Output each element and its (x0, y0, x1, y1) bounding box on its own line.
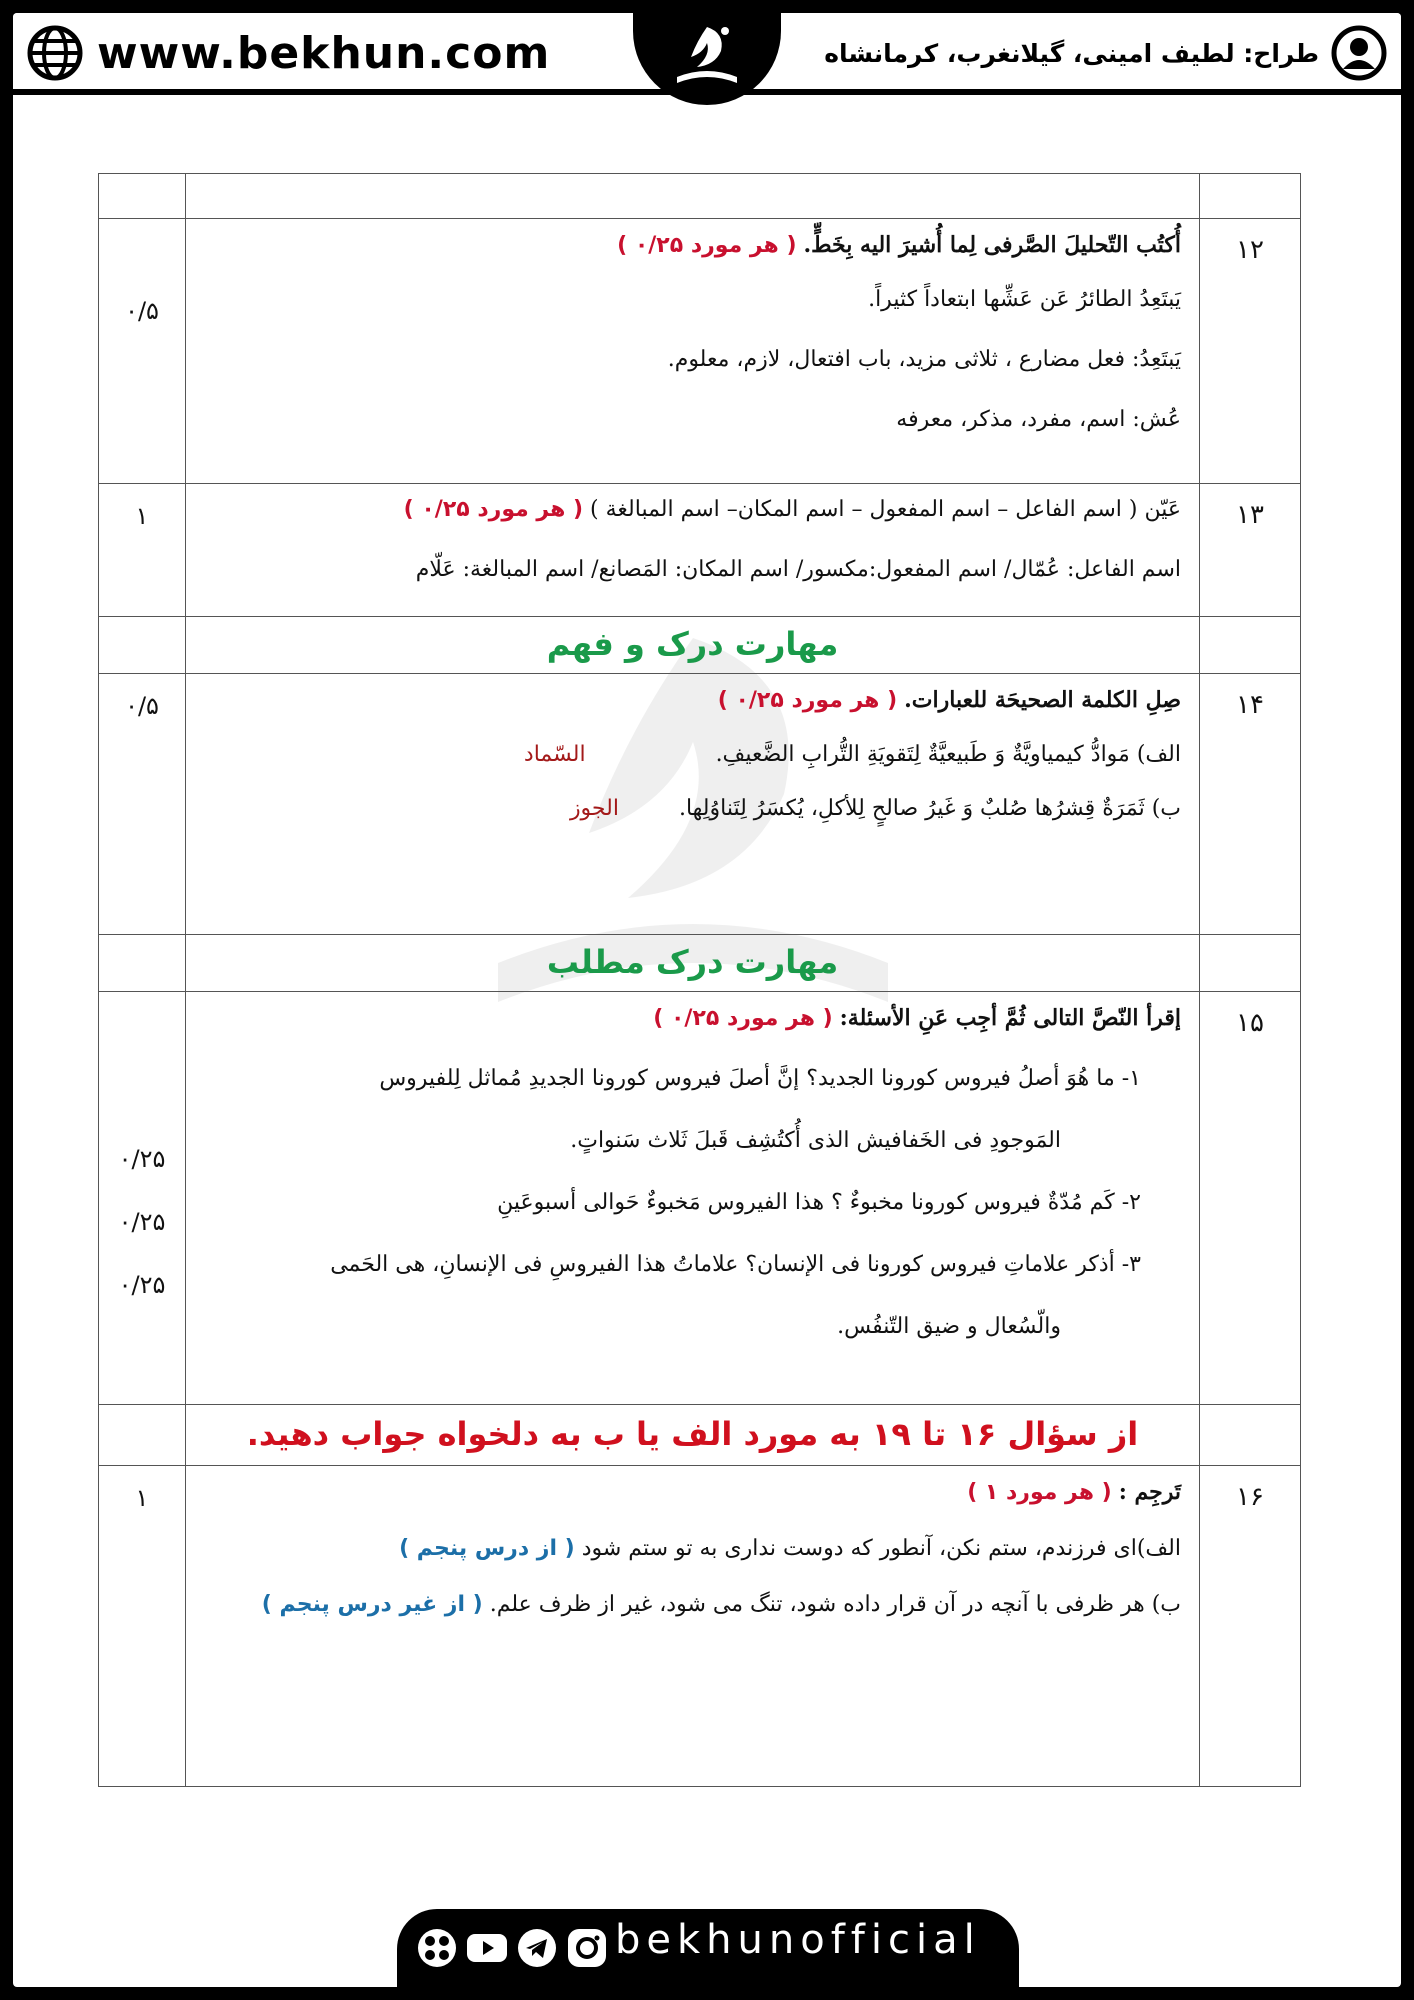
question-number: ۱۵ (1200, 992, 1301, 1405)
globe-icon (27, 25, 83, 81)
instagram-icon[interactable] (565, 1926, 609, 1970)
social-footer (397, 1909, 1019, 1987)
question-number: ۱۲ (1200, 219, 1301, 484)
q16-points: ( هر مورد ۱ ) (967, 1480, 1112, 1505)
q14-points: ( هر مورد ۰/۲۵ ) (717, 688, 898, 713)
note-row (99, 1405, 1301, 1466)
question-number: ۱۴ (1200, 674, 1301, 935)
section-row (99, 617, 1301, 674)
aparat-icon[interactable] (415, 1926, 459, 1970)
book-logo-icon (667, 17, 747, 97)
q14-answer-b: الجوز (569, 796, 619, 821)
question-number: ۱۳ (1200, 484, 1301, 617)
q13-points: ( هر مورد ۰/۲۵ ) (403, 497, 584, 522)
q15-points: ( هر مورد ۰/۲۵ ) (653, 1006, 833, 1031)
q12-answer-1: يَبتَعِدُ: فعل مضارع ، ثلاثی مزيد، باب افتعال، لازم، معلوم. (667, 347, 1181, 372)
q13-answer: اسم الفاعل: عُمّال/ اسم المفعول:مكسور/ اسم المكان: المَصانع/ اسم المبالغة: عَلّام (415, 557, 1181, 582)
q15-item-1a: ۱- ما هُوَ أصلُ فيروس كورونا الجديد؟ إنَّ أصلَ فيروس كورونا الجديدِ مُماثل لِلفيروس (379, 1066, 1141, 1091)
q16-item-b: ب) هر ظرفی با آنچه در آن قرار داده شود، تنگ می شود، غیر از ظرف علم. (489, 1592, 1181, 1617)
q16-prompt: تَرجِم : (1118, 1479, 1181, 1505)
question-score: ۰/۵ (99, 674, 186, 935)
designer-text: طراح: لطیف امینی، گیلانغرب، کرمانشاه (824, 38, 1319, 68)
q15-item-3b: والّسُعال و ضيق التّنفُس. (837, 1314, 1061, 1339)
q12-answer-2: عُش: اسم، مفرد، مذكر، معرفه (896, 407, 1181, 432)
q16-tag-a: ( از درس پنجم ) (399, 1536, 575, 1561)
question-score: ۰/۲۵ (118, 1208, 166, 1236)
website-url: www.bekhun.com (97, 27, 551, 79)
designer-info (824, 25, 1387, 81)
user-icon (1331, 25, 1387, 81)
question-score: ۱ (99, 1466, 186, 1787)
question-score: ۰/۵ (99, 219, 186, 484)
question-12 (99, 219, 1301, 484)
q15-item-2: ۲- كَم مُدّةٌ فيروس كورونا مخبوءٌ ؟ هذا الفيروس مَخبوءٌ حَوالی أسبوعَينِ (497, 1190, 1141, 1215)
q13-prompt: عَيّن ( اسم الفاعل – اسم المفعول – اسم المكان– اسم المبالغة ) (590, 497, 1181, 522)
question-16 (99, 1466, 1301, 1787)
table-row (99, 174, 1301, 219)
q14-item-b: ب) ثَمَرَةٌ قِشرُها صُلبٌ وَ غَيرُ صالحٍ لِلأكلِ، يُكسَرُ لِتَناوُلِها. (678, 796, 1181, 821)
telegram-icon[interactable] (515, 1926, 559, 1970)
question-score: ۰/۲۵ (118, 1271, 166, 1299)
questions-table (98, 173, 1301, 1787)
section-row (99, 935, 1301, 992)
website-link[interactable] (27, 25, 550, 81)
q12-sentence: يَبتَعِدُ الطائرُ عَن عَشِّها ابتعاداً كثيراً. (868, 287, 1181, 312)
question-score: ۱ (99, 484, 186, 617)
q15-item-3a: ۳- أذكر علاماتِ فيروس كورونا فی الإنسان؟ علاماتُ هذا الفيروسِ فی الإنسانِ، هی الحَمی (330, 1252, 1141, 1277)
q12-points: ( هر مورد ۰/۲۵ ) (617, 233, 797, 258)
page (13, 13, 1401, 1987)
q14-prompt: صِلِ الكلمة الصحيحَة للعبارات. (904, 687, 1181, 713)
question-14 (99, 674, 1301, 935)
section-title: مهارت درک و فهم (546, 625, 839, 663)
q16-item-a: الف)ای فرزندم، ستم نکن، آنطور که دوست نداری به تو ستم شود (581, 1536, 1181, 1561)
social-handle[interactable]: bekhunofficial (615, 1917, 981, 1963)
question-number: ۱۶ (1200, 1466, 1301, 1787)
choice-note: از سؤال ۱۶ تا ۱۹ به مورد الف یا ب به دلخواه جواب دهید. (246, 1415, 1139, 1453)
q16-tag-b: ( از غیر درس پنجم ) (261, 1592, 483, 1617)
q14-item-a: الف) مَوادُّ كيمياويَّةٌ وَ طَبيعيَّةٌ لِتَقويَةِ التُّرابِ الضَّعيفِ. (715, 742, 1181, 767)
question-15 (99, 992, 1301, 1405)
q12-prompt: أُكتُب التّحليلَ الصَّرفی لِما أُشيرَ اليه بِخَطٍّ. (803, 232, 1181, 258)
section-title: مهارت درک مطلب (546, 943, 839, 981)
question-score: ۰/۲۵ (118, 1145, 166, 1173)
question-13 (99, 484, 1301, 617)
q15-item-1b: المَوجودِ فی الخَفافيش الذی أُكتُشِف قَبلَ ثَلاث سَنواتٍ. (570, 1128, 1061, 1153)
youtube-icon[interactable] (465, 1926, 509, 1970)
q15-prompt: إقرأ النّصَّ التالی ثُمَّ أجِب عَنِ الأسئلة: (839, 1005, 1181, 1031)
q14-answer-a: السّماد (523, 742, 586, 767)
